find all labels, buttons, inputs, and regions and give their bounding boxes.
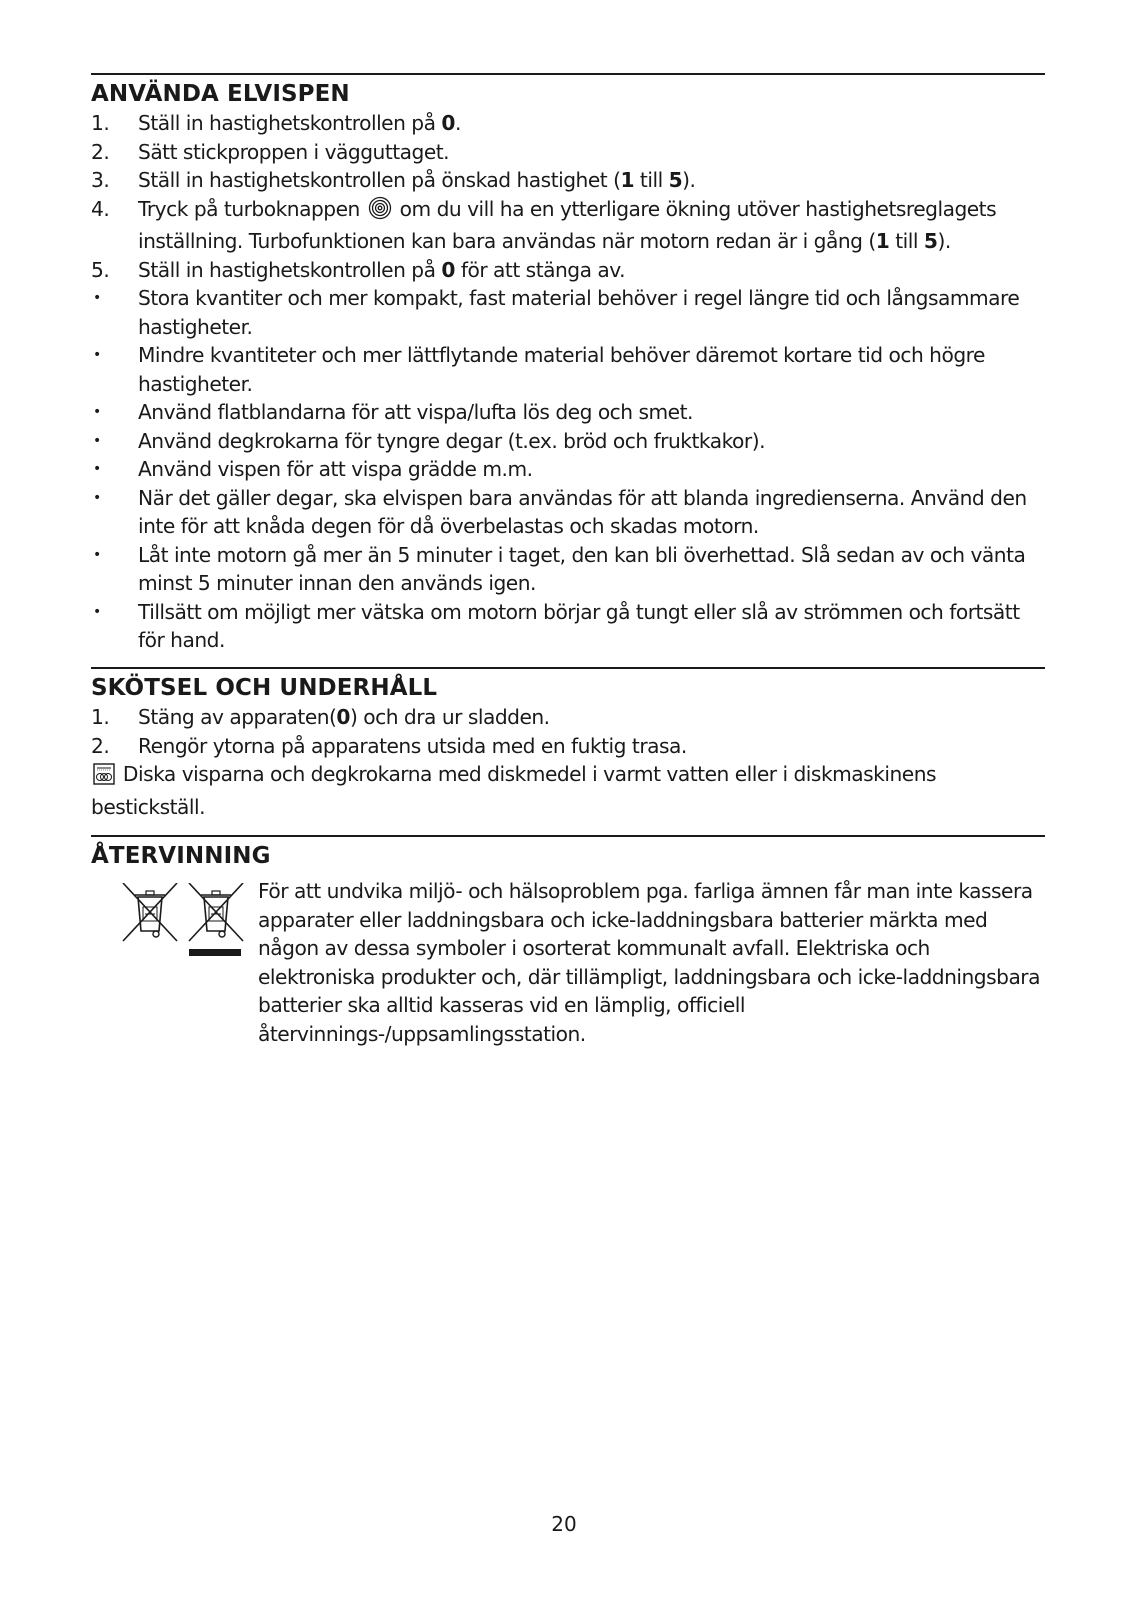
item-text xyxy=(138,600,1020,653)
numbered-step xyxy=(91,732,1045,761)
item-text xyxy=(138,486,1027,539)
item-text xyxy=(138,168,695,192)
item-text xyxy=(138,429,765,453)
section-heading: SKÖTSEL OCH UNDERHÅLL xyxy=(91,675,438,701)
bold-value: 5 xyxy=(668,168,683,192)
bullet-item xyxy=(91,284,1045,341)
item-text xyxy=(138,734,687,758)
text-run: Stora kvantiter och mer kompakt, fast material behöver i regel längre tid och långsammare hastigheter. xyxy=(138,286,1020,339)
text-run: ) och dra ur sladden. xyxy=(349,705,550,729)
bullet-marker: • xyxy=(93,603,101,620)
item-text xyxy=(138,286,1019,339)
text-run: Mindre kvantiteter och mer lättflytande material behöver däremot kortare tid och högre hastigheter. xyxy=(138,343,985,396)
text-run: När det gäller degar, ska elvispen bara användas för att blanda ingredienserna. Använd den inte för att knåda degen för då överbelastas och skadas motorn. xyxy=(138,485,1027,538)
bullet-marker: • xyxy=(93,347,101,363)
section-heading: ÅTERVINNING xyxy=(91,843,271,869)
text-run: Ställ in hastighetskontrollen på xyxy=(138,257,442,282)
bold-value: 1 xyxy=(620,168,635,192)
item-text xyxy=(138,343,985,396)
numbered-step xyxy=(91,195,1045,256)
item-text xyxy=(138,400,693,424)
bullet-item xyxy=(91,455,1045,484)
text-run: om du vill ha en ytterligare ökning utöver hastighetsreglagets inställning. Turbofunktionen kan bara användas när motorn redan är i gång ( xyxy=(138,196,997,253)
text-run: Stäng av apparaten( xyxy=(138,705,337,729)
numbered-step xyxy=(91,703,1045,732)
numbered-step xyxy=(91,256,1045,285)
text-run: till xyxy=(634,168,669,192)
bold-value: 1 xyxy=(875,229,890,253)
dishwasher-note xyxy=(91,760,1045,821)
weee-symbols xyxy=(119,883,247,961)
step-number: 4. xyxy=(91,196,110,221)
text-run: Använd flatblandarna för att vispa/lufta lös deg och smet. xyxy=(138,400,693,424)
text-run: Låt inte motorn gå mer än 5 minuter i taget, den kan bli överhettad. Slå sedan av och vänta minst 5 minuter innan den används igen. xyxy=(138,542,1026,595)
item-text xyxy=(138,705,550,729)
bullet-item xyxy=(91,427,1045,456)
crossed-out-bin-with-bar-icon xyxy=(189,883,243,956)
text-run: för att stänga av. xyxy=(454,257,626,282)
bullet-marker: • xyxy=(93,461,101,477)
bullet-item xyxy=(91,598,1045,655)
item-text xyxy=(138,457,533,481)
step-number: 5. xyxy=(91,257,110,282)
section-divider xyxy=(91,667,1045,669)
text-run: . xyxy=(454,111,461,135)
page-number: 20 xyxy=(551,1512,577,1536)
item-text xyxy=(138,258,625,282)
bold-value: 0 xyxy=(441,111,455,135)
dishwasher-note-text: Diska visparna och degkrokarna med diskmedel i varmt vatten eller i diskmaskinens bestickställ. xyxy=(91,762,937,819)
item-text xyxy=(138,197,996,254)
section-recycling xyxy=(91,835,1045,1057)
bullet-marker: • xyxy=(93,404,101,420)
numbered-step xyxy=(91,166,1045,195)
bold-value: 0 xyxy=(441,257,455,282)
bullet-item xyxy=(91,341,1045,398)
crossed-out-bin-icon xyxy=(123,883,177,941)
section-using-mixer xyxy=(91,73,1045,655)
text-run: ). xyxy=(937,229,951,253)
text-run: ). xyxy=(682,168,696,192)
text-run: Tillsätt om möjligt mer vätska om motorn börjar gå tungt eller slå av strömmen och fortsätt för hand. xyxy=(138,599,1020,652)
text-run: Tryck på turboknappen xyxy=(138,196,366,221)
section-heading: ANVÄNDA ELVISPEN xyxy=(91,81,350,107)
step-number: 1. xyxy=(91,705,110,729)
bold-value: 5 xyxy=(923,229,938,253)
instruction-list xyxy=(91,703,1045,760)
instruction-list xyxy=(91,109,1045,655)
item-text xyxy=(138,543,1025,596)
dishwasher-icon xyxy=(93,763,115,793)
text-run: till xyxy=(889,229,924,253)
bullet-marker: • xyxy=(93,432,101,449)
text-run: Använd degkrokarna för tyngre degar (t.ex. bröd och fruktkakor). xyxy=(138,428,765,453)
step-number: 2. xyxy=(91,139,110,164)
recycling-text: För att undvika miljö- och hälsoproblem pga. farliga ämnen får man inte kassera apparater eller laddningsbara och icke-laddningsbara batterier märkta med någon av dessa symboler i osorterat kommunalt avfall. Elektriska och elektroniska produkter och, där tillämpligt, laddningsbara och icke-laddningsbara batterier ska alltid kasseras vid en lämplig, officiell återvinnings-/uppsamlingsstation. xyxy=(258,879,1040,1046)
section-care-maintenance xyxy=(91,667,1045,821)
item-text xyxy=(138,111,461,135)
bullet-item xyxy=(91,541,1045,598)
text-run: Använd vispen för att vispa grädde m.m. xyxy=(138,457,533,481)
text-run: Ställ in hastighetskontrollen på önskad hastighet ( xyxy=(138,168,621,192)
bullet-item xyxy=(91,484,1045,541)
section-divider xyxy=(91,73,1045,75)
item-text xyxy=(138,140,449,164)
numbered-step xyxy=(91,138,1045,167)
numbered-step xyxy=(91,109,1045,138)
bullet-marker: • xyxy=(93,546,101,563)
bullet-item xyxy=(91,398,1045,427)
step-number: 1. xyxy=(91,111,110,135)
text-run: Sätt stickproppen i vägguttaget. xyxy=(138,139,450,164)
text-run: Ställ in hastighetskontrollen på xyxy=(138,111,442,135)
step-number: 2. xyxy=(91,733,110,758)
turbo-icon xyxy=(368,196,392,228)
step-number: 3. xyxy=(91,168,110,192)
bold-value: 0 xyxy=(336,705,350,729)
bullet-marker: • xyxy=(93,290,101,306)
recycling-block xyxy=(91,877,1045,1057)
text-run: Rengör ytorna på apparatens utsida med en fuktig trasa. xyxy=(138,733,687,758)
bullet-marker: • xyxy=(93,489,101,506)
section-divider xyxy=(91,835,1045,837)
